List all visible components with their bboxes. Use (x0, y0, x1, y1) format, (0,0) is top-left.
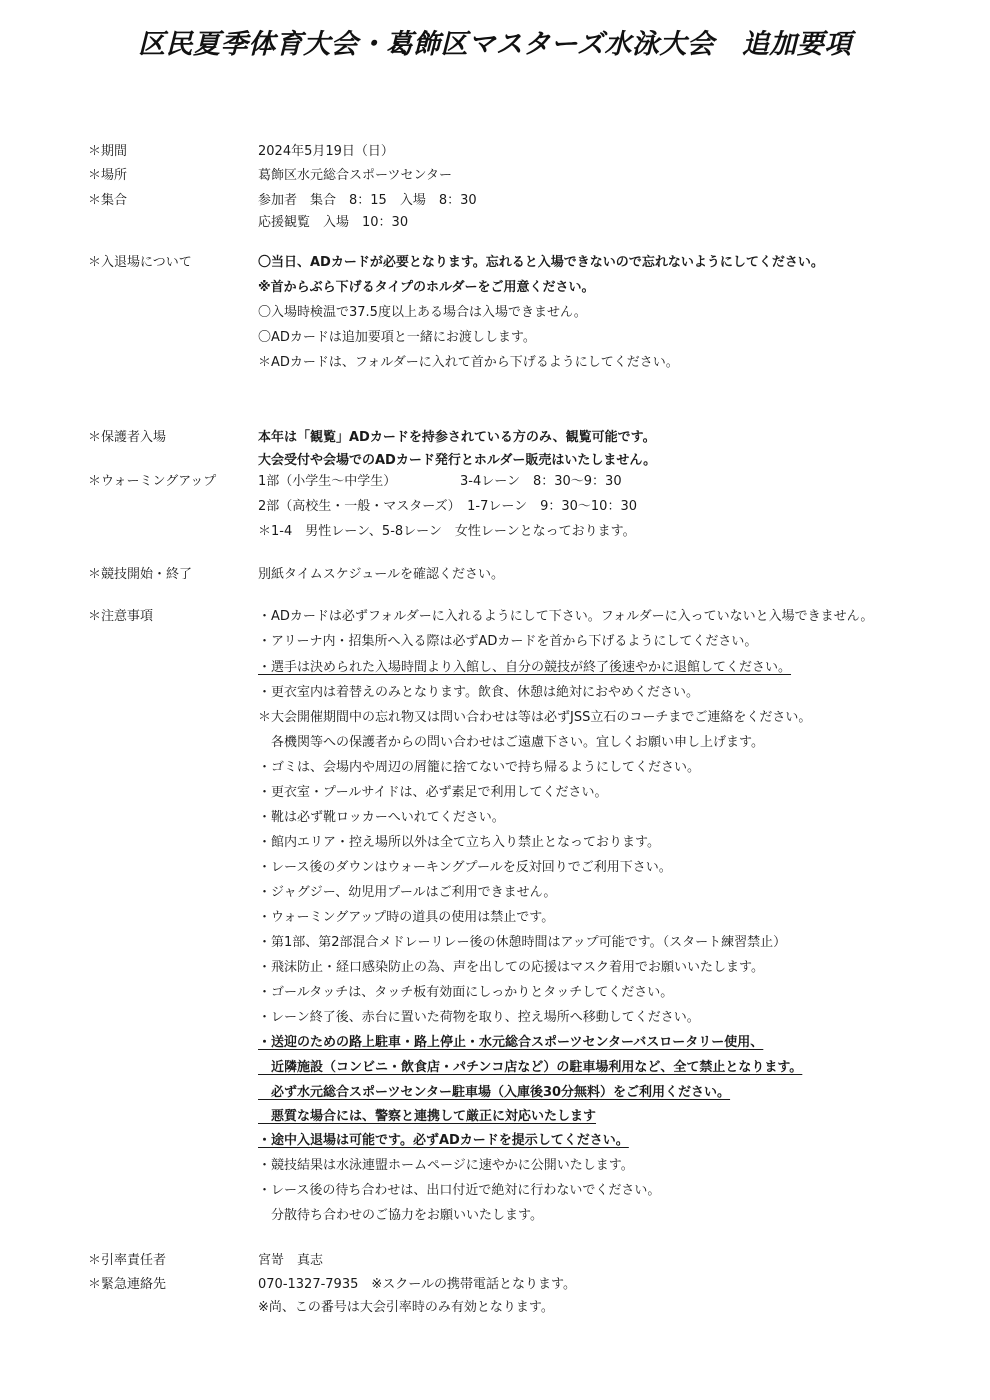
emergency-row (0, 1296, 990, 1320)
leader-row (0, 1249, 990, 1273)
page-title: 区民夏季体育大会・葛飾区マスターズ水泳大会 追加要項 (138, 29, 852, 60)
notes-row (0, 1006, 990, 1030)
emergency-label: ＊緊急連絡先 (88, 1277, 167, 1292)
assembly-row-2 (0, 211, 990, 235)
notes-row (0, 906, 990, 930)
notes-row (0, 1179, 990, 1203)
notes-row (0, 656, 990, 680)
notes-row (0, 1105, 990, 1129)
entry-line: 〇入場時検温で37.5度以上ある場合は入場できません。 (258, 305, 587, 320)
schedule-row (0, 563, 990, 587)
notes-line: ・レース後の待ち合わせは、出口付近で絶対に行わないでください。 (258, 1183, 661, 1198)
notes-line: ・ウォーミングアップ時の道具の使用は禁止です。 (258, 910, 555, 925)
assembly-spectators: 応援観覧 入場 10：30 (258, 215, 409, 230)
warmup-row (0, 470, 990, 494)
notes-row (0, 731, 990, 755)
notes-row (0, 756, 990, 780)
entry-line: 〇当日、ADカードが必要となります。忘れると入場できないので忘れないようにしてください。 (258, 255, 824, 270)
notes-line: ・途中入退場は可能です。必ずADカードを提示してください。 (258, 1133, 629, 1148)
warmup-row (0, 495, 990, 519)
warmup-part1-time: 3-4レーン 8：30～9：30 (460, 474, 622, 489)
warmup-row (0, 520, 990, 544)
guardian-row (0, 426, 990, 450)
guardian-label: ＊保護者入場 (88, 430, 167, 445)
notes-line: ・更衣室内は着替えのみとなります。飲食、休憩は絶対におやめください。 (258, 685, 699, 700)
notes-row (0, 831, 990, 855)
notes-line: 分散待ち合わせのご協力をお願いいたします。 (258, 1208, 543, 1223)
entry-row (0, 301, 990, 325)
notes-line: ・レース後のダウンはウォーキングプールを反対回りでご利用下さい。 (258, 860, 672, 875)
notes-line: 必ず水元総合スポーツセンター駐車場（入庫後30分無料）をご利用ください。 (258, 1085, 731, 1100)
entry-row (0, 251, 990, 275)
leader-label: ＊引率責任者 (88, 1253, 167, 1268)
notes-row (0, 605, 990, 629)
assembly-row (0, 189, 990, 213)
warmup-note: ＊1-4 男性レーン、5-8レーン 女性レーンとなっております。 (258, 524, 636, 539)
emergency-phone: 070-1327-7935 ※スクールの携帯電話となります。 (258, 1277, 576, 1292)
notes-row (0, 806, 990, 830)
notes-line: 悪質な場合には、警察と連携して厳正に対応いたします (258, 1109, 597, 1124)
notes-row (0, 856, 990, 880)
schedule-label: ＊競技開始・終了 (88, 567, 193, 582)
notes-row (0, 781, 990, 805)
guardian-line: 本年は「観覧」ADカードを持参されている方のみ、観覧可能です。 (258, 430, 656, 445)
notes-row (0, 1056, 990, 1080)
period-row (0, 140, 990, 164)
notes-line: ・ゴミは、会場内や周辺の屑籠に捨てないで持ち帰るようにしてください。 (258, 760, 701, 775)
notes-line: ・更衣室・プールサイドは、必ず素足で利用してください。 (258, 785, 608, 800)
entry-line: 〇ADカードは追加要項と一緒にお渡しします。 (258, 330, 536, 345)
notes-row (0, 1154, 990, 1178)
notes-line: ・送迎のための路上駐車・路上停止・水元総合スポーツセンターバスロータリー使用、 (258, 1035, 764, 1050)
warmup-part1-group: 1部（小学生～中学生） (258, 474, 397, 489)
notes-row (0, 681, 990, 705)
notes-row (0, 1081, 990, 1105)
notes-row (0, 956, 990, 980)
notes-line: ・第1部、第2部混合メドレーリレー後の休憩時間はアップ可能です。（スタート練習禁止） (258, 935, 787, 950)
emergency-note: ※尚、この番号は大会引率時のみ有効となります。 (258, 1300, 554, 1315)
notes-label: ＊注意事項 (88, 609, 154, 624)
notes-line: ・レーン終了後、赤台に置いた荷物を取り、控え場所へ移動してください。 (258, 1010, 700, 1025)
assembly-participants: 参加者 集合 8：15 入場 8：30 (258, 193, 477, 208)
notes-row (0, 981, 990, 1005)
notes-line: ・アリーナ内・招集所へ入る際は必ずADカードを首から下げるようにしてください。 (258, 634, 758, 649)
entry-row (0, 351, 990, 375)
notes-line: 近隣施設（コンビニ・飲食店・パチンコ店など）の駐車場利用など、全て禁止となります。 (258, 1060, 803, 1075)
warmup-label: ＊ウォーミングアップ (88, 474, 217, 489)
entry-row (0, 276, 990, 300)
warmup-part2: 2部（高校生・一般・マスターズ） 1-7レーン 9：30～10：30 (258, 499, 637, 514)
guardian-line: 大会受付や会場でのADカード発行とホルダー販売はいたしません。 (258, 453, 657, 468)
period-label: ＊期間 (88, 144, 128, 159)
period-value: 2024年5月19日（日） (258, 144, 394, 159)
notes-line: ・競技結果は水泳連盟ホームページに速やかに公開いたします。 (258, 1158, 634, 1173)
notes-line: ・館内エリア・控え場所以外は全て立ち入り禁止となっております。 (258, 835, 660, 850)
notes-line: ・ゴールタッチは、タッチ板有効面にしっかりとタッチしてください。 (258, 985, 674, 1000)
leader-value: 宮嵜 真志 (258, 1253, 324, 1268)
notes-row (0, 881, 990, 905)
emergency-row (0, 1273, 990, 1297)
notes-line: 各機関等への保護者からの問い合わせはご遠慮下さい。宜しくお願い申し上げます。 (258, 735, 764, 750)
notes-line: ＊大会開催期間中の忘れ物又は問い合わせは等は必ずJSS立石のコーチまでご連絡をください。 (258, 710, 812, 725)
notes-line: ・選手は決められた入場時間より入館し、自分の競技が終了後速やかに退館してください。 (258, 660, 792, 675)
entry-line: ※首からぶら下げるタイプのホルダーをご用意ください。 (258, 280, 595, 295)
notes-line: ・飛沫防止・経口感染防止の為、声を出しての応援はマスク着用でお願いいたします。 (258, 960, 764, 975)
venue-value: 葛飾区水元総合スポーツセンター (258, 168, 452, 183)
notes-line: ・靴は必ず靴ロッカーへいれてください。 (258, 810, 505, 825)
entry-line: ＊ADカードは、フォルダーに入れて首から下げるようにしてください。 (258, 355, 679, 370)
notes-row (0, 1129, 990, 1153)
venue-label: ＊場所 (88, 168, 128, 183)
notes-line: ・ジャグジー、幼児用プールはご利用できません。 (258, 885, 557, 900)
venue-row (0, 164, 990, 188)
schedule-value: 別紙タイムスケジュールを確認ください。 (258, 567, 504, 582)
entry-row (0, 326, 990, 350)
assembly-label: ＊集合 (88, 193, 128, 208)
notes-line: ・ADカードは必ずフォルダーに入れるようにして下さい。フォルダーに入っていないと入場できません。 (258, 609, 874, 624)
notes-row (0, 931, 990, 955)
notes-row (0, 1031, 990, 1055)
notes-row (0, 1204, 990, 1228)
notes-row (0, 630, 990, 654)
notes-row (0, 706, 990, 730)
entry-label: ＊入退場について (88, 255, 192, 270)
